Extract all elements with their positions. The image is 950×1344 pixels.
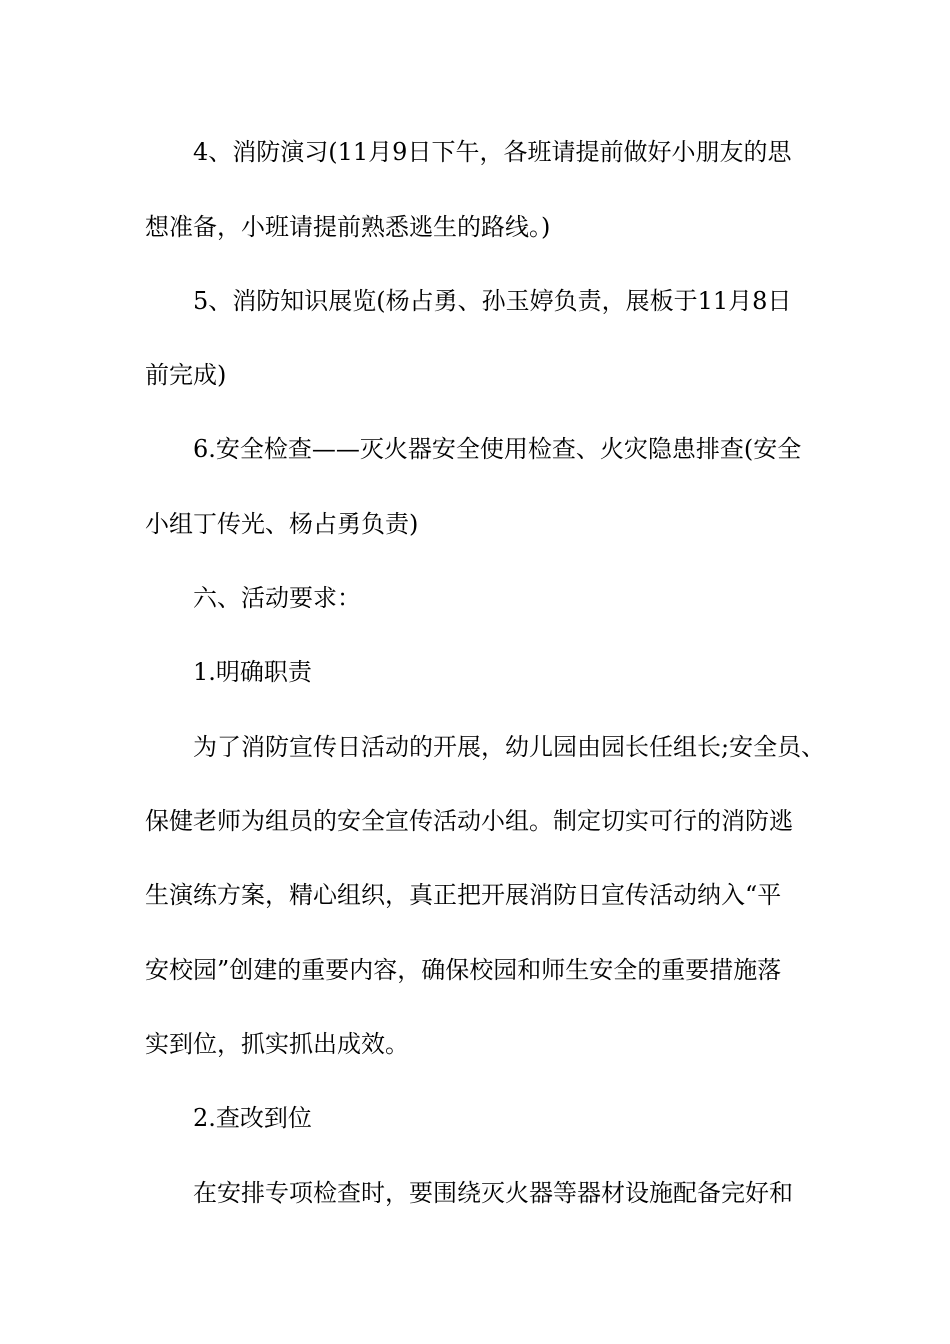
paragraph-line: 小组丁传光、杨占勇负责) [145, 510, 419, 538]
paragraph-line: 生演练方案，精心组织，真正把开展消防日宣传活动纳入“平 [145, 881, 782, 909]
paragraph-line: 保健老师为组员的安全宣传活动小组。制定切实可行的消防逃 [145, 807, 793, 835]
paragraph-line: 为了消防宣传日活动的开展，幼儿园由园长任组长;安全员、 [193, 733, 826, 761]
subsection-heading: 2.查改到位 [193, 1104, 312, 1132]
paragraph-line: 想准备，小班请提前熟悉逃生的路线。) [145, 213, 551, 241]
paragraph-line: 安校园”创建的重要内容，确保校园和师生安全的重要措施落 [145, 956, 782, 984]
paragraph-line: 前完成) [145, 361, 227, 389]
subsection-heading: 1.明确职责 [193, 658, 312, 686]
paragraph-line: 4、消防演习(11月9日下午，各班请提前做好小朋友的思 [193, 138, 792, 166]
section-heading: 六、活动要求： [193, 584, 361, 612]
paragraph-line: 6.安全检查——灭火器安全使用检查、火灾隐患排查(安全 [193, 435, 802, 463]
paragraph-line: 在安排专项检查时，要围绕灭火器等器材设施配备完好和 [193, 1179, 793, 1207]
paragraph-line: 5、消防知识展览(杨占勇、孙玉婷负责，展板于11月8日 [193, 287, 792, 315]
paragraph-line: 实到位，抓实抓出成效。 [145, 1030, 409, 1058]
